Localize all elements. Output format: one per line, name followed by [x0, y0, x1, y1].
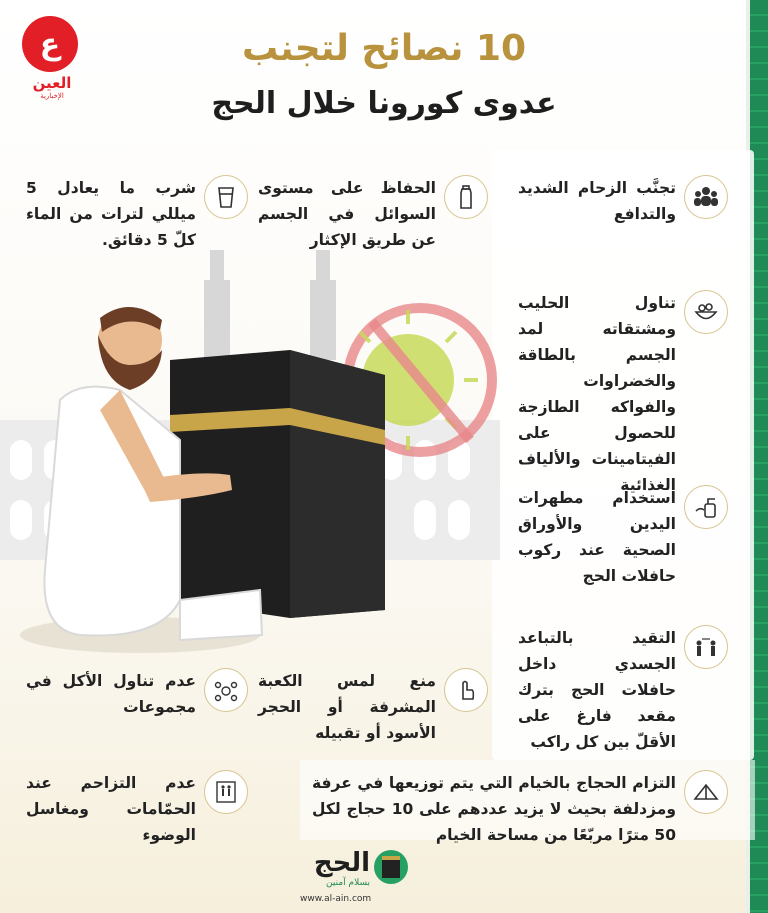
tip-avoid-crowds [518, 175, 728, 227]
website-link[interactable]: www.al-ain.com [300, 894, 372, 904]
tip-no-group-eating [26, 668, 248, 720]
tip-distancing [518, 625, 728, 755]
kaaba-pilgrim-illustration [0, 240, 500, 660]
tip-milk [518, 290, 728, 498]
crowd-icon [684, 175, 728, 219]
logo-circle [22, 16, 78, 72]
tip-text: التقيد بالتباعد الجسدي داخل حافلات الحج بترك مقعد فارغ على الأقلّ بين كل راكب [518, 629, 676, 751]
tip-text: شرب ما يعادل 5 ميللي لترات من الماء كلّ 5 دقائق. [26, 179, 196, 249]
tip-restrooms [26, 770, 248, 848]
tip-tents [312, 770, 728, 848]
kaaba-mini-icon [382, 856, 400, 878]
tip-drink-water [26, 175, 248, 253]
tip-text: التزام الحجاج بالخيام التي يتم توزيعها في عرفة ومزدلفة بحيث لا يزيد عددهم على 10 حجاج لكل 50 مترًا مربّعًا من مساحة الخيام [312, 774, 676, 844]
tip-text: منع لمس الكعبة المشرفة أو الحجر الأسود أو تقبيله [258, 672, 436, 742]
title-line-1: 10 نصائح لتجنب [241, 28, 527, 69]
water-glass-icon [204, 175, 248, 219]
hand-touch-icon [444, 668, 488, 712]
tent-icon [684, 770, 728, 814]
title-line-2: عدوى كورونا خلال الحج [211, 86, 557, 121]
tip-text: تناول الحليب ومشتقاته لمد الجسم بالطاقة والخضراوات والفواكه الطازجة للحصول على الفيتامينات والألياف الغذائية [518, 294, 676, 494]
tip-no-touch [258, 668, 488, 746]
tip-text: تجنَّب الزحام الشديد والتدافع [518, 179, 676, 223]
hand-sanitizer-icon [684, 485, 728, 529]
group-eating-icon [204, 668, 248, 712]
wc-icon [204, 770, 248, 814]
tip-fluids [258, 175, 488, 253]
water-bottle-icon [444, 175, 488, 219]
logo-sub: الإخبارية [40, 92, 64, 100]
tip-text: عدم التزاحم عند الحمّامات ومغاسل الوضوء [26, 774, 196, 844]
al-ain-logo [22, 16, 82, 106]
social-distance-icon [684, 625, 728, 669]
logo-name: العين [32, 74, 72, 92]
logo-letter: ع [39, 26, 61, 62]
hajj-slogan: بسلام آمنين [326, 878, 370, 888]
tip-text: استخدام مطهرات اليدين والأوراق الصحية عند ركوب حافلات الحج [518, 489, 676, 585]
tip-text: عدم تناول الأكل في مجموعات [26, 672, 196, 716]
hajj-logo-text: الحج [313, 848, 370, 878]
footer-brand [300, 848, 470, 908]
tip-text: الحفاظ على مستوى السوائل في الجسم عن طريق الإكثار [258, 179, 436, 249]
minaret-icon [204, 250, 336, 360]
tip-sanitizer [518, 485, 728, 589]
food-bowl-icon [684, 290, 728, 334]
